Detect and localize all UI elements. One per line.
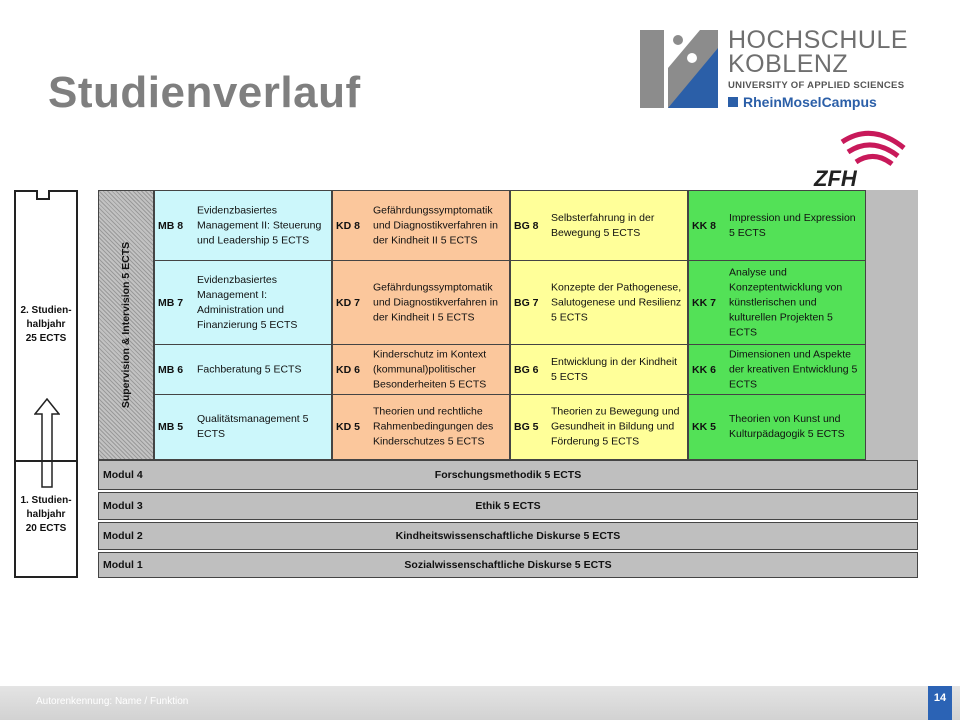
- semester-1-line2: halbjahr: [26, 509, 66, 520]
- cell-code: BG 8: [514, 219, 539, 232]
- logo-line-koblenz: KOBLENZ: [728, 50, 849, 78]
- logo-line-campus: [728, 94, 908, 110]
- cell-mb-6: [155, 345, 331, 395]
- module-name: Sozialwissenschaftliche Diskurse 5 ECTS: [404, 559, 612, 571]
- cell-text: Entwicklung in der Kindheit 5 ECTS: [551, 355, 678, 383]
- semester-2-label: [16, 304, 76, 346]
- module-name: Ethik 5 ECTS: [475, 500, 541, 512]
- module-4-row: [98, 460, 918, 490]
- semester-2-line1: 2. Studien-: [20, 305, 72, 316]
- cell-text: Qualitätsmanagement 5 ECTS: [197, 413, 309, 440]
- cell-kk-8: [689, 191, 865, 261]
- cell-kd-8: [333, 191, 509, 261]
- cell-text: Theorien zu Bewegung und Gesundheit in Bildung und Förderung 5 ECTS: [551, 405, 680, 448]
- cell-text: Evidenzbasiertes Management I: Administration und Finanzierung 5 ECTS: [197, 273, 298, 331]
- semester-notch: [36, 190, 50, 200]
- footer-author-text: Autorenkennung: Name / Funktion: [36, 696, 189, 707]
- curriculum-grid: [98, 190, 918, 578]
- semester-column: [14, 190, 78, 578]
- cell-code: MB 6: [158, 363, 184, 376]
- cell-text: Analyse und Konzeptentwicklung von künstlerischen und kulturellen Projekten 5 ECTS: [729, 266, 843, 338]
- cell-text: Gefährdungssymptomatik und Diagnostikverfahren in der Kindheit II 5 ECTS: [373, 204, 498, 246]
- cell-code: KK 8: [692, 219, 716, 232]
- semester-1-line3: 20 ECTS: [25, 523, 67, 534]
- cell-mb-8: [155, 191, 331, 261]
- zfh-logo: [812, 128, 908, 190]
- logo-line-hochschule: HOCHSCHULE: [728, 26, 909, 54]
- hochschule-logo-mark-icon: [638, 28, 720, 110]
- zfh-logo-text: ZFH: [814, 166, 857, 190]
- campus-square-icon: [728, 97, 738, 107]
- right-gray-column: [866, 190, 918, 460]
- logo-line-university: UNIVERSITY OF APPLIED SCIENCES: [728, 80, 905, 91]
- cell-text: Konzepte der Pathogenese, Salutogenese und Resilienz 5 ECTS: [551, 281, 682, 323]
- cell-text: Kinderschutz im Kontext (kommunal)politischer Besonderheiten 5 ECTS: [373, 348, 487, 390]
- column-bg: [510, 190, 688, 460]
- hochschule-koblenz-logo: [638, 28, 920, 110]
- slide-title: Studienverlauf: [48, 68, 361, 117]
- semester-1-line1: 1. Studien-: [20, 495, 72, 506]
- up-arrow-icon: [34, 398, 60, 488]
- cell-code: BG 5: [514, 421, 539, 433]
- module-code: Modul 2: [103, 530, 143, 542]
- cell-code: BG 7: [514, 296, 539, 309]
- module-code: Modul 1: [103, 559, 143, 571]
- cell-code: KK 6: [692, 363, 716, 376]
- cell-code: KD 5: [336, 421, 360, 433]
- cell-bg-5: [511, 395, 687, 459]
- cell-code: KD 7: [336, 296, 360, 309]
- slide-footer: [0, 686, 960, 720]
- cell-text: Dimensionen und Aspekte der kreativen Entwicklung 5 ECTS: [729, 348, 858, 390]
- module-name: Forschungsmethodik 5 ECTS: [434, 469, 582, 481]
- cell-kk-7: [689, 261, 865, 345]
- module-1-row: [98, 552, 918, 578]
- cell-kk-6: [689, 345, 865, 395]
- semester-divider: [16, 460, 76, 462]
- cell-code: MB 8: [158, 219, 184, 232]
- cell-kd-6: [333, 345, 509, 395]
- module-code: Modul 3: [103, 500, 143, 512]
- cell-kd-7: [333, 261, 509, 345]
- semester-2-line3: 25 ECTS: [25, 333, 67, 344]
- supervision-label: Supervision & Intervision 5 ECTS: [120, 241, 132, 409]
- module-code: Modul 4: [103, 469, 143, 481]
- semester-2-line2: halbjahr: [26, 319, 66, 330]
- cell-code: KD 8: [336, 219, 360, 232]
- page-number-badge: 14: [928, 686, 952, 720]
- cell-code: MB 7: [158, 296, 184, 309]
- column-kk: [688, 190, 866, 460]
- cell-text: Gefährdungssymptomatik und Diagnostikverfahren in der Kindheit I 5 ECTS: [373, 281, 498, 323]
- cell-code: MB 5: [158, 421, 184, 433]
- cell-text: Theorien und rechtliche Rahmenbedingungen des Kinderschutzes 5 ECTS: [373, 405, 494, 448]
- cell-text: Impression und Expression 5 ECTS: [729, 211, 856, 239]
- cell-code: BG 6: [514, 363, 539, 376]
- logo-campus-text: RheinMoselCampus: [743, 94, 877, 110]
- cell-text: Evidenzbasiertes Management II: Steuerung und Leadership 5 ECTS: [197, 204, 322, 246]
- supervision-column: [98, 190, 154, 460]
- cell-code: KD 6: [336, 363, 360, 376]
- cell-kk-5: [689, 395, 865, 459]
- cell-kd-5: [333, 395, 509, 459]
- module-2-row: [98, 522, 918, 550]
- cell-text: Fachberatung 5 ECTS: [197, 363, 302, 375]
- cell-mb-5: [155, 395, 331, 459]
- cell-code: KK 5: [692, 421, 716, 433]
- semester-1-label: [16, 494, 76, 536]
- cell-text: Theorien von Kunst und Kulturpädagogik 5 ECTS: [729, 413, 845, 440]
- column-kd: [332, 190, 510, 460]
- cell-code: KK 7: [692, 296, 716, 309]
- module-name: Kindheitswissenschaftliche Diskurse 5 ECTS: [395, 530, 621, 542]
- module-3-row: [98, 492, 918, 520]
- cell-text: Selbsterfahrung in der Bewegung 5 ECTS: [551, 211, 655, 239]
- cell-bg-8: [511, 191, 687, 261]
- cell-bg-6: [511, 345, 687, 395]
- cell-bg-7: [511, 261, 687, 345]
- cell-mb-7: [155, 261, 331, 345]
- column-mb: [154, 190, 332, 460]
